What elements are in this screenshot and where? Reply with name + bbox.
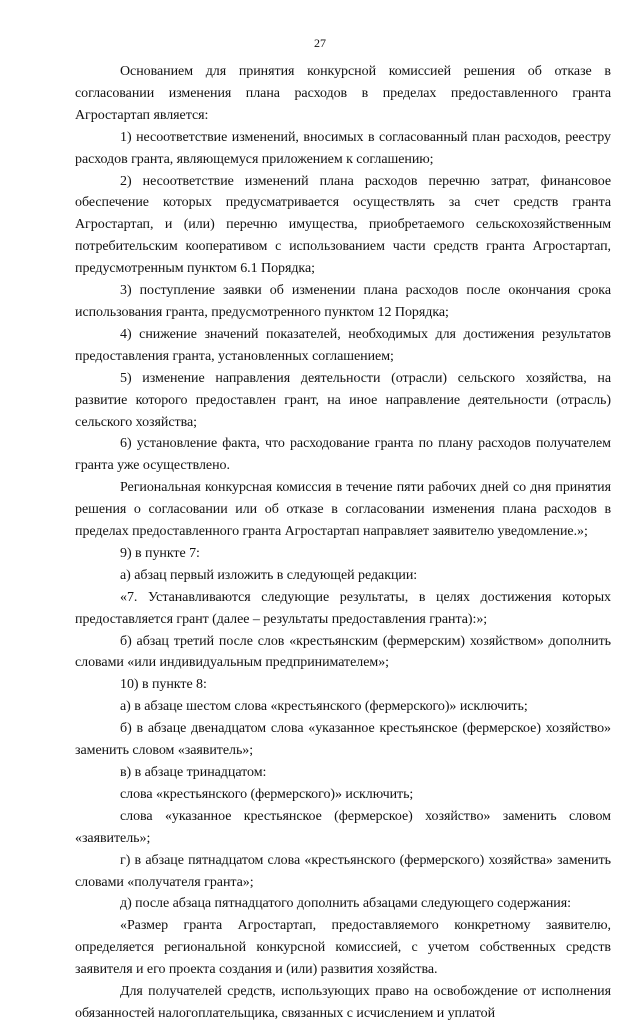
paragraph: Для получателей средств, использующих право на освобождение от исполнения обязанностей налогоплательщика, связанных с исчислением и уплатой (75, 984, 611, 1021)
paragraph: а) абзац первый изложить в следующей редакции: (120, 567, 418, 583)
paragraph: 6) установление факта, что расходование гранта по плану расходов получателем гранта уже осуществлено. (75, 436, 611, 474)
paragraph: в) в абзаце тринадцатом: (120, 765, 267, 780)
paragraph: б) абзац третий после слов «крестьянским (фермерским) хозяйством» дополнить словами «или индивидуальным предпринимателем»; (75, 633, 611, 671)
paragraph: 9) в пункте 7: (120, 545, 200, 561)
paragraph: Основанием для принятия конкурсной комиссией решения об отказе в согласовании изменения плана расходов в пределах предоставленного гранта Агростартап является: (75, 64, 611, 123)
paragraph: 10) в пункте 8: (120, 677, 207, 693)
paragraph: 5) изменение направления деятельности (отрасли) сельского хозяйства, на развитие которого предоставлен грант, на иное направление деятельности (отрасль) сельского хозяйства; (75, 370, 611, 430)
paragraph: а) в абзаце шестом слова «крестьянского (фермерского)» исключить; (120, 699, 528, 715)
paragraph: 2) несоответствие изменений плана расходов перечню затрат, финансовое обеспечение которых предусматривается осуществлять за счет средств гранта Агростартап, и (или) перечню имущества, приобретаемого сельскохозяйственным потребительским кооперативом с использованием части средств гранта Агростартап, предусмотренным пунктом 6.1 Порядка; (75, 173, 611, 277)
paragraph: Региональная конкурсная комиссия в течение пяти рабочих дней со дня принятия решения о согласовании или об отказе в согласовании изменения плана расходов в пределах предоставленного гранта Агростартап направляет заявителю уведомление.»; (75, 480, 611, 540)
paragraph: 4) снижение значений показателей, необходимых для достижения результатов предоставления гранта, установленных соглашением; (75, 326, 611, 364)
paragraph: «Размер гранта Агростартап, предоставляемого конкретному заявителю, определяется региональной конкурсной комиссией, с учетом собственных средств заявителя и его проекта создания и (или) развития хозяйства. (75, 918, 611, 978)
paragraph: д) после абзаца пятнадцатого дополнить абзацами следующего содержания: (120, 896, 571, 912)
paragraph: слова «крестьянского (фермерского)» исключить; (120, 786, 414, 802)
paragraph: «7. Устанавливаются следующие результаты, в целях достижения которых предоставляется грант (далее – результаты предоставления гранта):»; (75, 589, 611, 627)
paragraph: б) в абзаце двенадцатом слова «указанное крестьянское (фермерское) хозяйство» заменить словом «заявитель»; (75, 721, 611, 759)
page-number: 27 (314, 36, 326, 50)
paragraph: 3) поступление заявки об изменении плана расходов после окончания срока использования гранта, предусмотренного пунктом 12 Порядка; (75, 283, 611, 320)
paragraph: слова «указанное крестьянское (фермерское) хозяйство» заменить словом «заявитель»; (75, 808, 611, 846)
document-body (75, 61, 611, 1025)
paragraph: г) в абзаце пятнадцатом слова «крестьянского (фермерского) хозяйства» заменить словами «получателя гранта»; (75, 852, 611, 890)
paragraph: 1) несоответствие изменений, вносимых в согласованный план расходов, реестру расходов гранта, являющемуся приложением к соглашению; (75, 129, 611, 167)
